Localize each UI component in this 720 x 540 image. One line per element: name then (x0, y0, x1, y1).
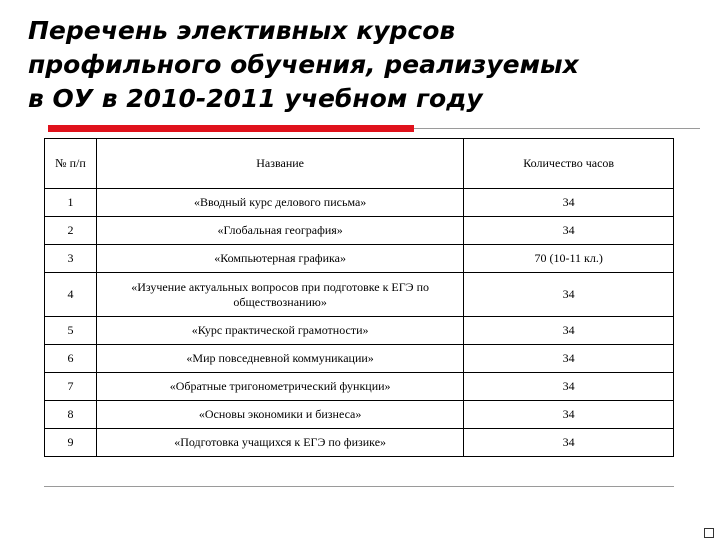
row-number: 3 (45, 245, 97, 273)
row-course-name: «Глобальная география» (96, 217, 463, 245)
row-course-name: «Вводный курс делового письма» (96, 189, 463, 217)
header-number: № п/п (45, 139, 97, 189)
row-number: 6 (45, 345, 97, 373)
row-hours: 34 (464, 317, 674, 345)
row-course-name: «Изучение актуальных вопросов при подготовке к ЕГЭ по обществознанию» (96, 273, 463, 317)
row-hours: 34 (464, 189, 674, 217)
table-row (45, 401, 674, 429)
row-number: 7 (45, 373, 97, 401)
row-hours: 34 (464, 401, 674, 429)
table-row (45, 317, 674, 345)
row-hours: 34 (464, 429, 674, 457)
square-bullet-icon (704, 528, 714, 538)
table-row (45, 189, 674, 217)
row-number: 8 (45, 401, 97, 429)
header-name: Название (96, 139, 463, 189)
row-course-name: «Подготовка учащихся к ЕГЭ по физике» (96, 429, 463, 457)
title-line-1: Перечень элективных курсов (28, 16, 456, 45)
page-title (28, 14, 688, 116)
table-row (45, 217, 674, 245)
table-row (45, 429, 674, 457)
header-hours: Количество часов (464, 139, 674, 189)
row-hours: 34 (464, 345, 674, 373)
row-number: 5 (45, 317, 97, 345)
row-number: 4 (45, 273, 97, 317)
row-hours: 34 (464, 373, 674, 401)
title-line-3: в ОУ в 2010-2011 учебном году (28, 84, 483, 113)
row-number: 2 (45, 217, 97, 245)
courses-table (44, 138, 674, 457)
table-header-row (45, 139, 674, 189)
table-row (45, 373, 674, 401)
row-course-name: «Компьютерная графика» (96, 245, 463, 273)
row-number: 1 (45, 189, 97, 217)
bottom-rule (44, 486, 674, 487)
row-course-name: «Курс практической грамотности» (96, 317, 463, 345)
row-hours: 34 (464, 217, 674, 245)
title-line-2: профильного обучения, реализуемых (28, 50, 579, 79)
row-course-name: «Основы экономики и бизнеса» (96, 401, 463, 429)
table-row (45, 273, 674, 317)
row-hours: 70 (10-11 кл.) (464, 245, 674, 273)
row-hours: 34 (464, 273, 674, 317)
row-course-name: «Мир повседневной коммуникации» (96, 345, 463, 373)
table-row (45, 245, 674, 273)
row-course-name: «Обратные тригонометрический функции» (96, 373, 463, 401)
table-row (45, 345, 674, 373)
row-number: 9 (45, 429, 97, 457)
title-accent-rule (414, 128, 700, 129)
title-accent-bar (48, 125, 414, 132)
